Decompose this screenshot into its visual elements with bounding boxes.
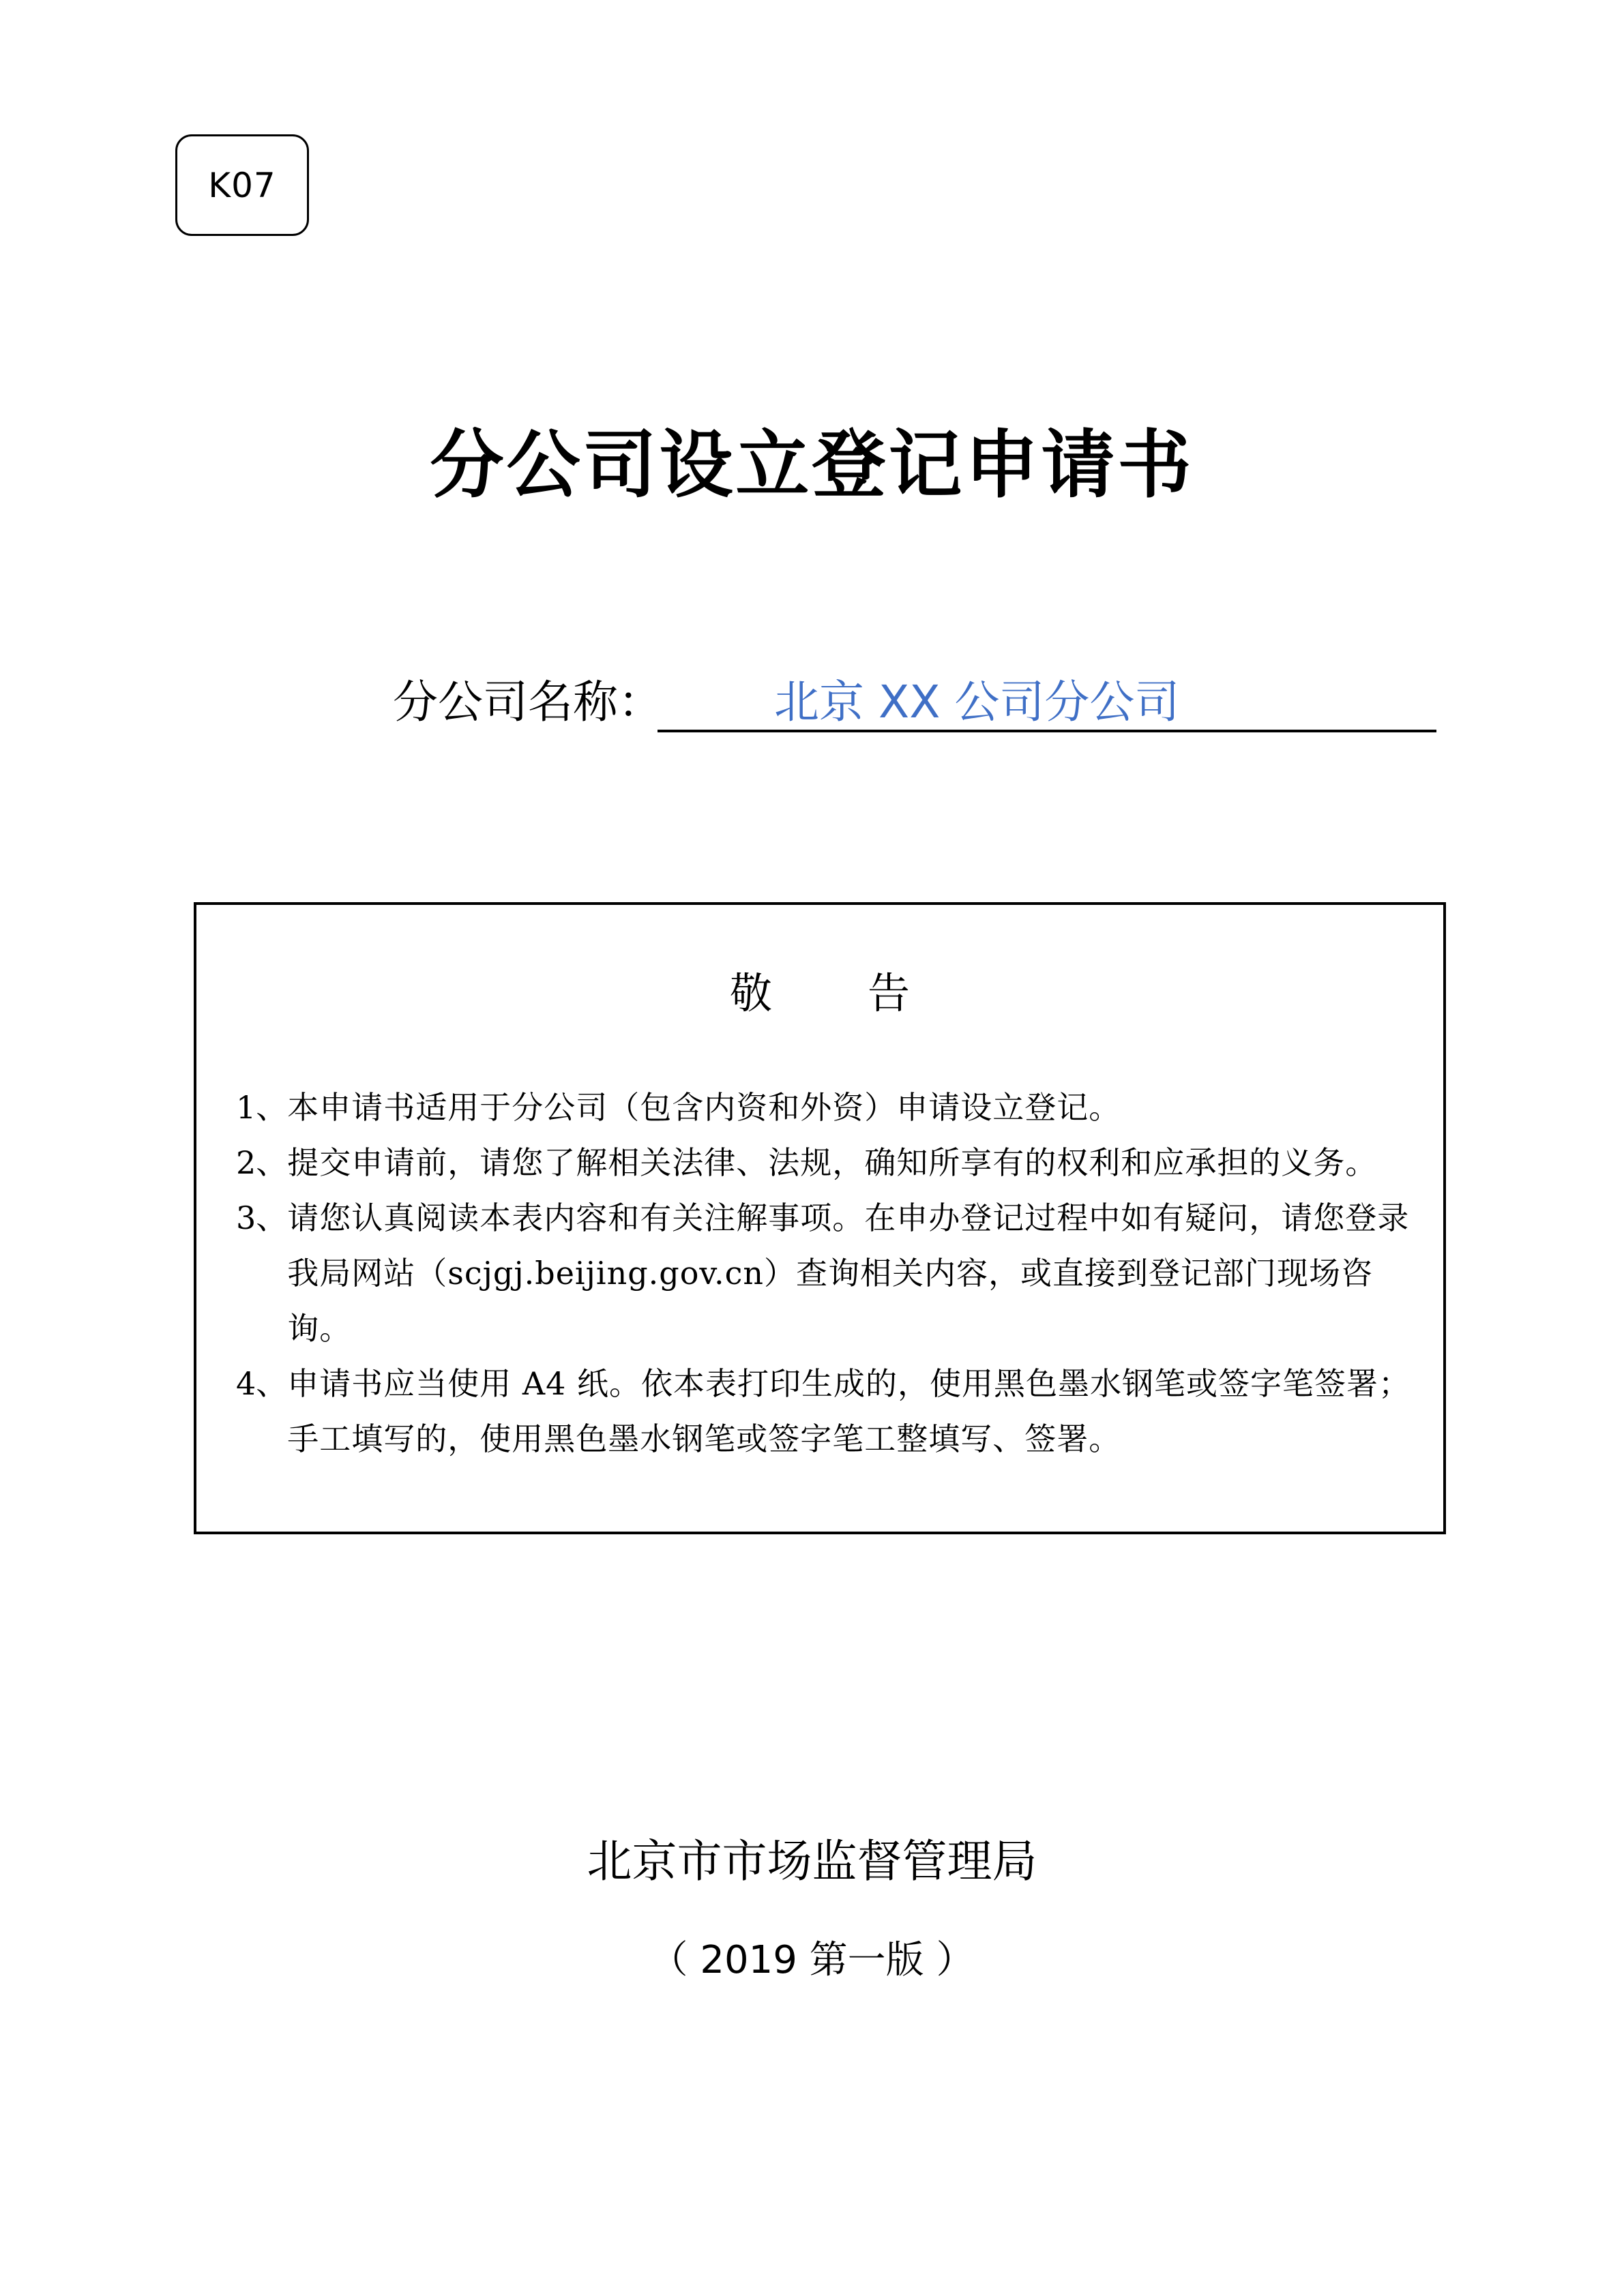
branch-name-label: 分公司名称： — [393, 676, 663, 728]
notice-title-left: 敬 — [729, 968, 772, 1018]
notice-item — [236, 1356, 1423, 1467]
notice-item-text: 请您认真阅读本表内容和有关注解事项。在申办登记过程中如有疑问，请您登录我局网站（scjgj.beijing.gov.cn）查询相关内容，或直接到登记部门现场咨询。 — [287, 1199, 1410, 1347]
notice-item-number: 1、 — [236, 1089, 288, 1126]
issuing-authority: 北京市市场监督管理局 — [587, 1835, 1037, 1888]
notice-title — [196, 963, 1443, 1024]
notice-item-text: 申请书应当使用 A4 纸。依本表打印生成的，使用黑色墨水钢笔或签字笔签署；手工填写的，使用黑色墨水钢笔或签字笔工整填写、签署。 — [287, 1365, 1411, 1457]
notice-list — [236, 1080, 1423, 1467]
notice-item — [236, 1135, 1423, 1191]
notice-item-text: 本申请书适用于分公司（包含内资和外资）申请设立登记。 — [287, 1089, 1121, 1126]
branch-name-value[interactable]: 北京 XX 公司分公司 — [774, 676, 1180, 728]
notice-title-right: 告 — [868, 968, 911, 1018]
notice-item — [236, 1191, 1423, 1356]
notice-item-number: 4、 — [236, 1365, 288, 1402]
form-code: K07 — [208, 165, 276, 205]
notice-item-number: 2、 — [236, 1144, 288, 1181]
notice-item-text: 提交申请前，请您了解相关法律、法规，确知所享有的权利和应承担的义务。 — [287, 1144, 1378, 1181]
edition-label: （ 2019 第一版 ） — [649, 1938, 975, 1982]
notice-box — [194, 902, 1446, 1534]
branch-name-row — [393, 672, 663, 733]
document-title: 分公司设立登记申请书 — [430, 423, 1194, 508]
form-code-badge — [175, 134, 309, 236]
notice-item — [236, 1080, 1423, 1135]
notice-item-number: 3、 — [236, 1199, 288, 1236]
